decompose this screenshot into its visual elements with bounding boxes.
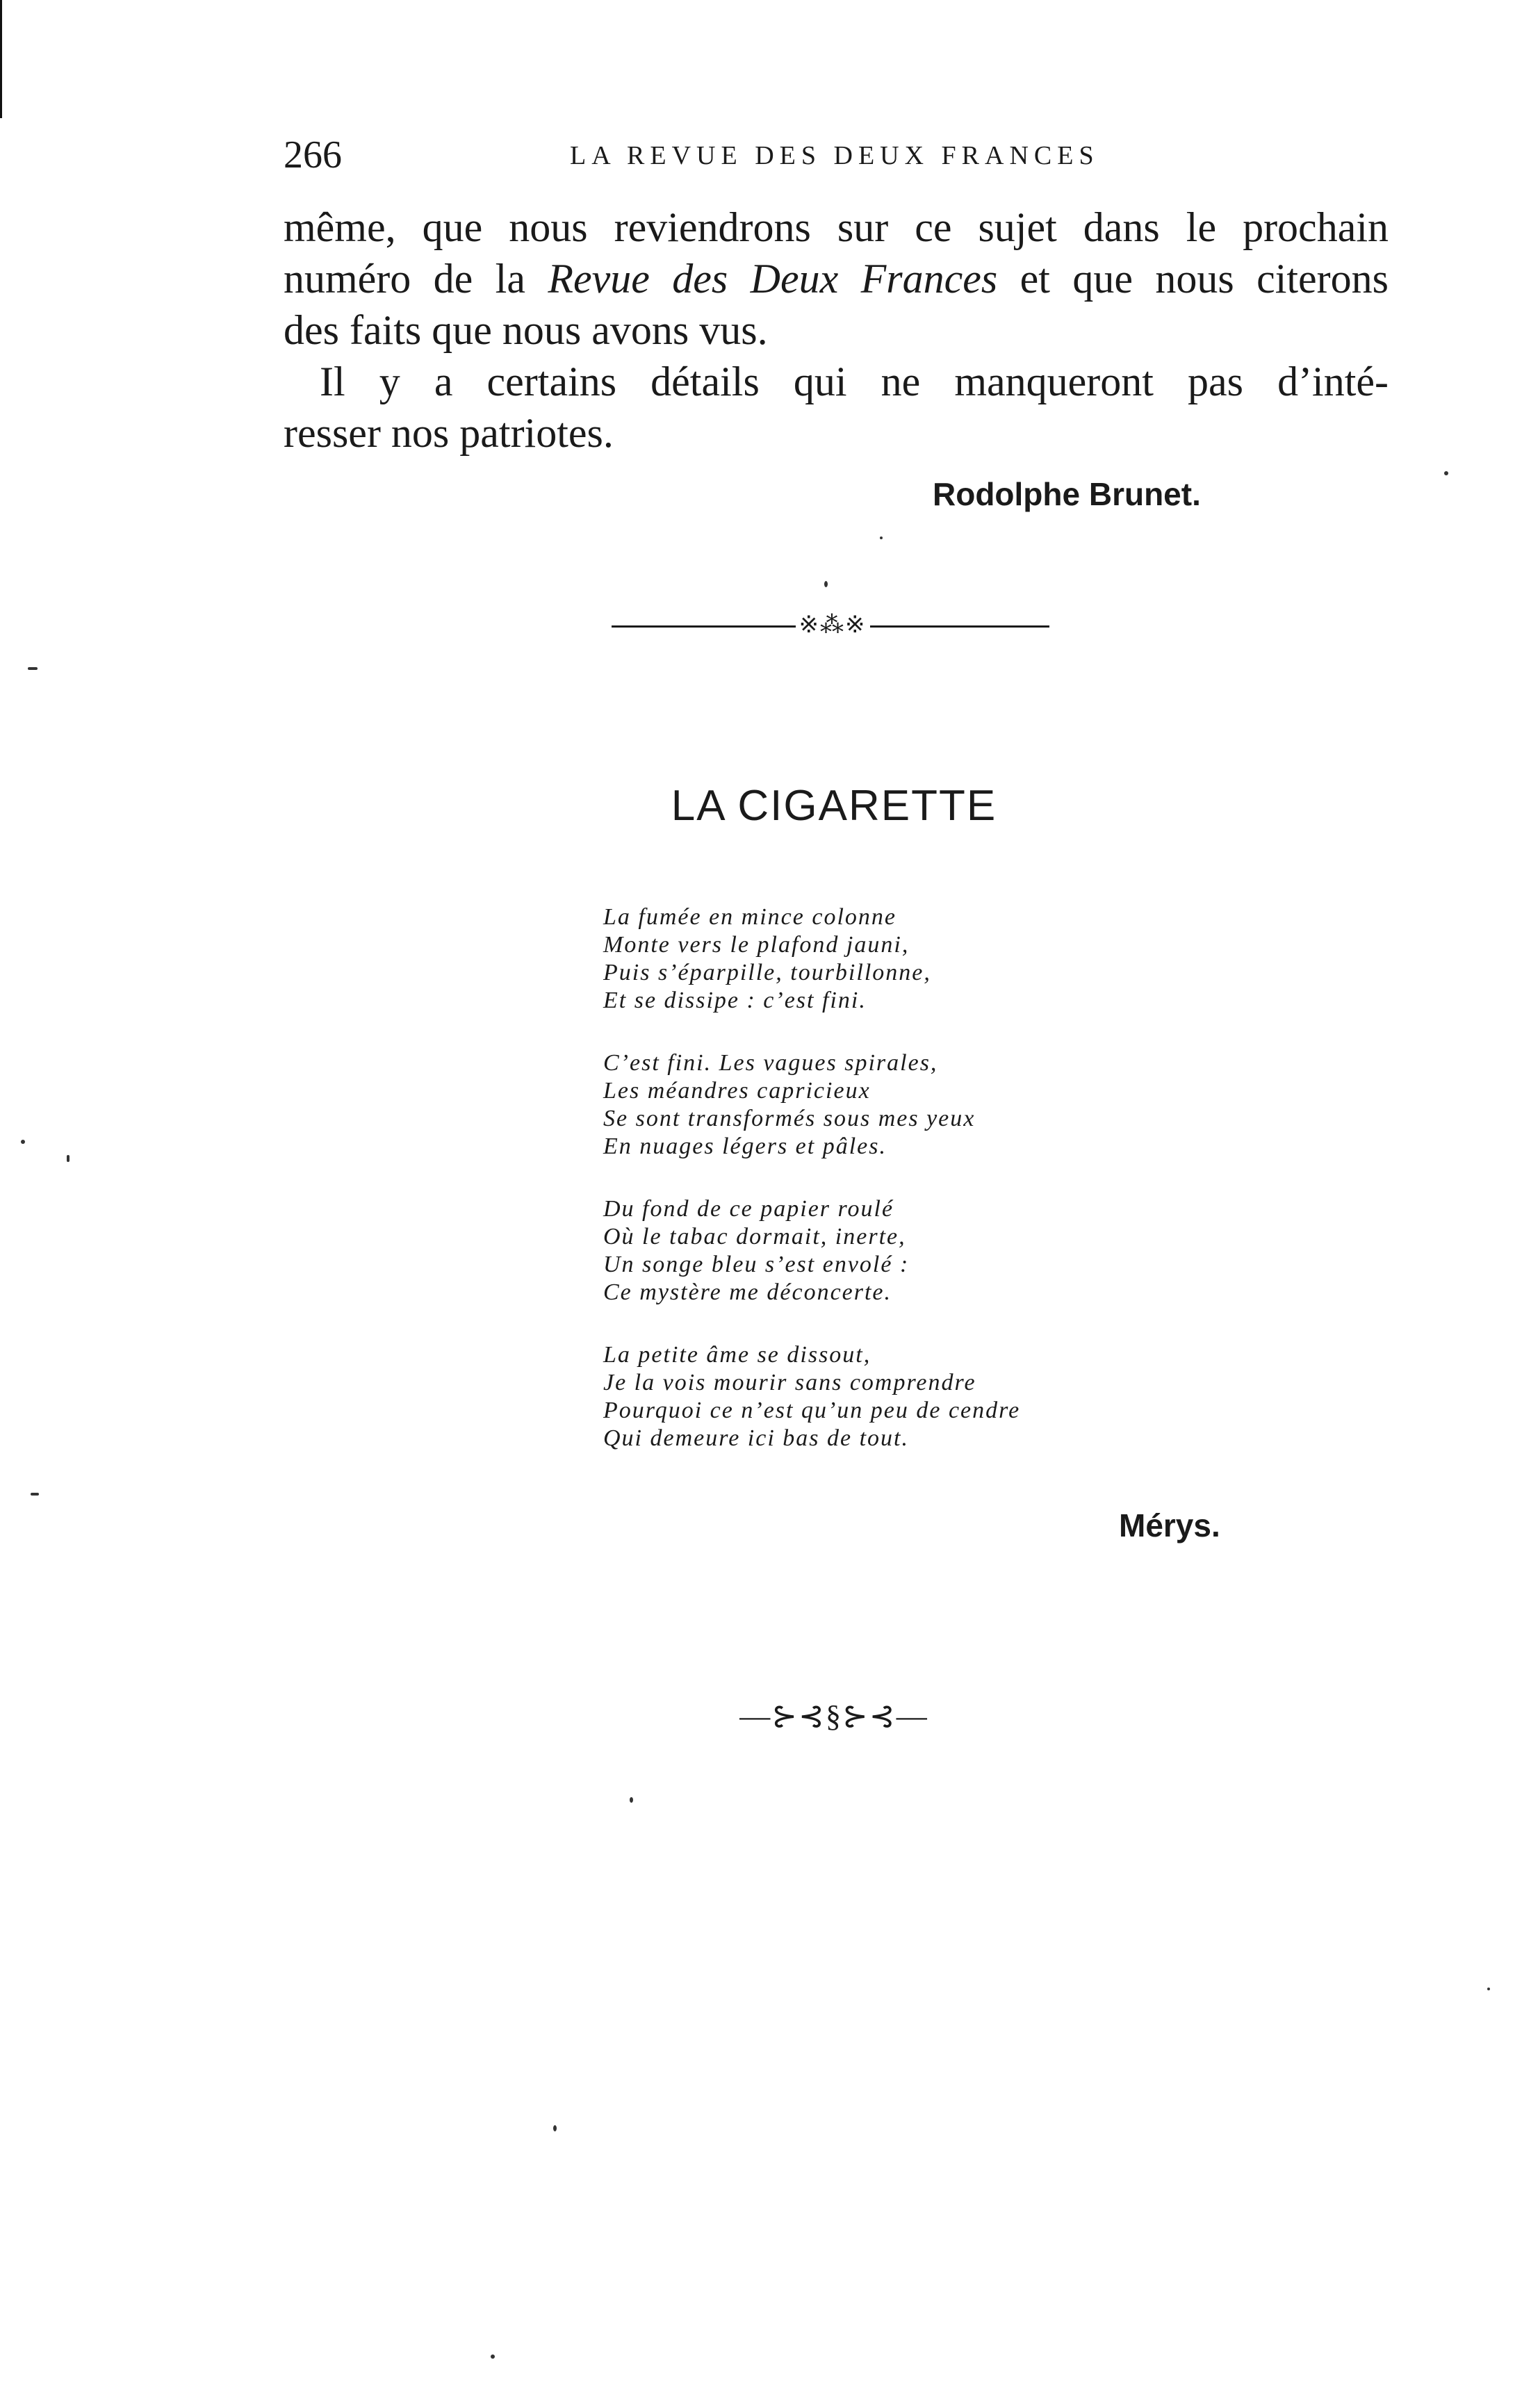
text-line: des faits que nous avons vus.	[284, 307, 768, 353]
text-span: et que nous citerons	[997, 256, 1389, 302]
poem-verse: Pourquoi ce n’est qu’un peu de cendre	[603, 1398, 1021, 1423]
divider-ornament: ※⁂※	[799, 612, 867, 638]
divider-rule-left	[612, 625, 796, 628]
poet-signature: Mérys.	[1119, 1507, 1220, 1543]
poem-stanza	[603, 903, 1131, 1015]
running-title: LA REVUE DES DEUX FRANCES	[570, 141, 1099, 170]
poem-verse: C’est fini. Les vagues spirales,	[603, 1050, 938, 1076]
scan-speck	[491, 2354, 495, 2359]
text-line	[284, 253, 1389, 304]
poem-stanza	[603, 1049, 1131, 1161]
poem-verse: La fumée en mince colonne	[603, 904, 897, 930]
poem-verse: Ce mystère me déconcerte.	[603, 1279, 892, 1305]
page-number: 266	[284, 133, 342, 177]
poem-verse: Je la vois mourir sans comprendre	[603, 1370, 976, 1395]
poem-verse: Se sont transformés sous mes yeux	[603, 1106, 976, 1131]
poem-stanza	[603, 1195, 1131, 1307]
scan-speck	[824, 581, 828, 587]
poem-verse: Monte vers le plafond jauni,	[603, 932, 910, 958]
poem-verse: Les méandres capricieux	[603, 1078, 871, 1104]
text-line: même, que nous reviendrons sur ce sujet dans le prochain	[284, 204, 1389, 250]
text-line: Il y a certains détails qui ne manqueront pas d’inté-	[320, 359, 1389, 404]
poem-stanza	[603, 1341, 1131, 1452]
poem-verse: Qui demeure ici bas de tout.	[603, 1425, 909, 1451]
scan-speck	[21, 1140, 25, 1144]
poem-verse: Puis s’éparpille, tourbillonne,	[603, 960, 931, 985]
poem-verse: En nuages légers et pâles.	[603, 1133, 887, 1159]
poem-verse: Du fond de ce papier roulé	[603, 1196, 894, 1222]
scan-speck	[1444, 471, 1448, 475]
poem-verse: Un songe bleu s’est envolé :	[603, 1252, 910, 1277]
tailpiece-ornament: —⊱⊰§⊱⊰—	[739, 1699, 928, 1733]
scan-speck	[1487, 1988, 1490, 1990]
scan-edge-mark	[0, 0, 2, 118]
poem-title: LA CIGARETTE	[671, 782, 997, 830]
poem-verse: La petite âme se dissout,	[603, 1342, 871, 1368]
scan-speck	[630, 1797, 633, 1803]
text-line: resser nos patriotes.	[284, 410, 614, 456]
poem-verse: Où le tabac dormait, inerte,	[603, 1224, 906, 1250]
poem-body	[603, 903, 1131, 1487]
journal-title-italic: Revue des Deux Frances	[548, 256, 998, 302]
scan-speck	[31, 1493, 39, 1496]
scan-speck	[553, 2125, 557, 2131]
running-header	[284, 131, 1263, 179]
poem-verse: Et se dissipe : c’est fini.	[603, 988, 867, 1013]
scan-speck	[67, 1155, 69, 1162]
text-span: numéro de la	[284, 256, 548, 302]
scan-speck	[28, 667, 38, 670]
scan-speck	[880, 537, 883, 539]
author-signature: Rodolphe Brunet.	[933, 476, 1201, 512]
divider-rule-right	[870, 625, 1049, 628]
section-divider	[612, 612, 1049, 639]
article-closing-text	[284, 202, 1389, 459]
